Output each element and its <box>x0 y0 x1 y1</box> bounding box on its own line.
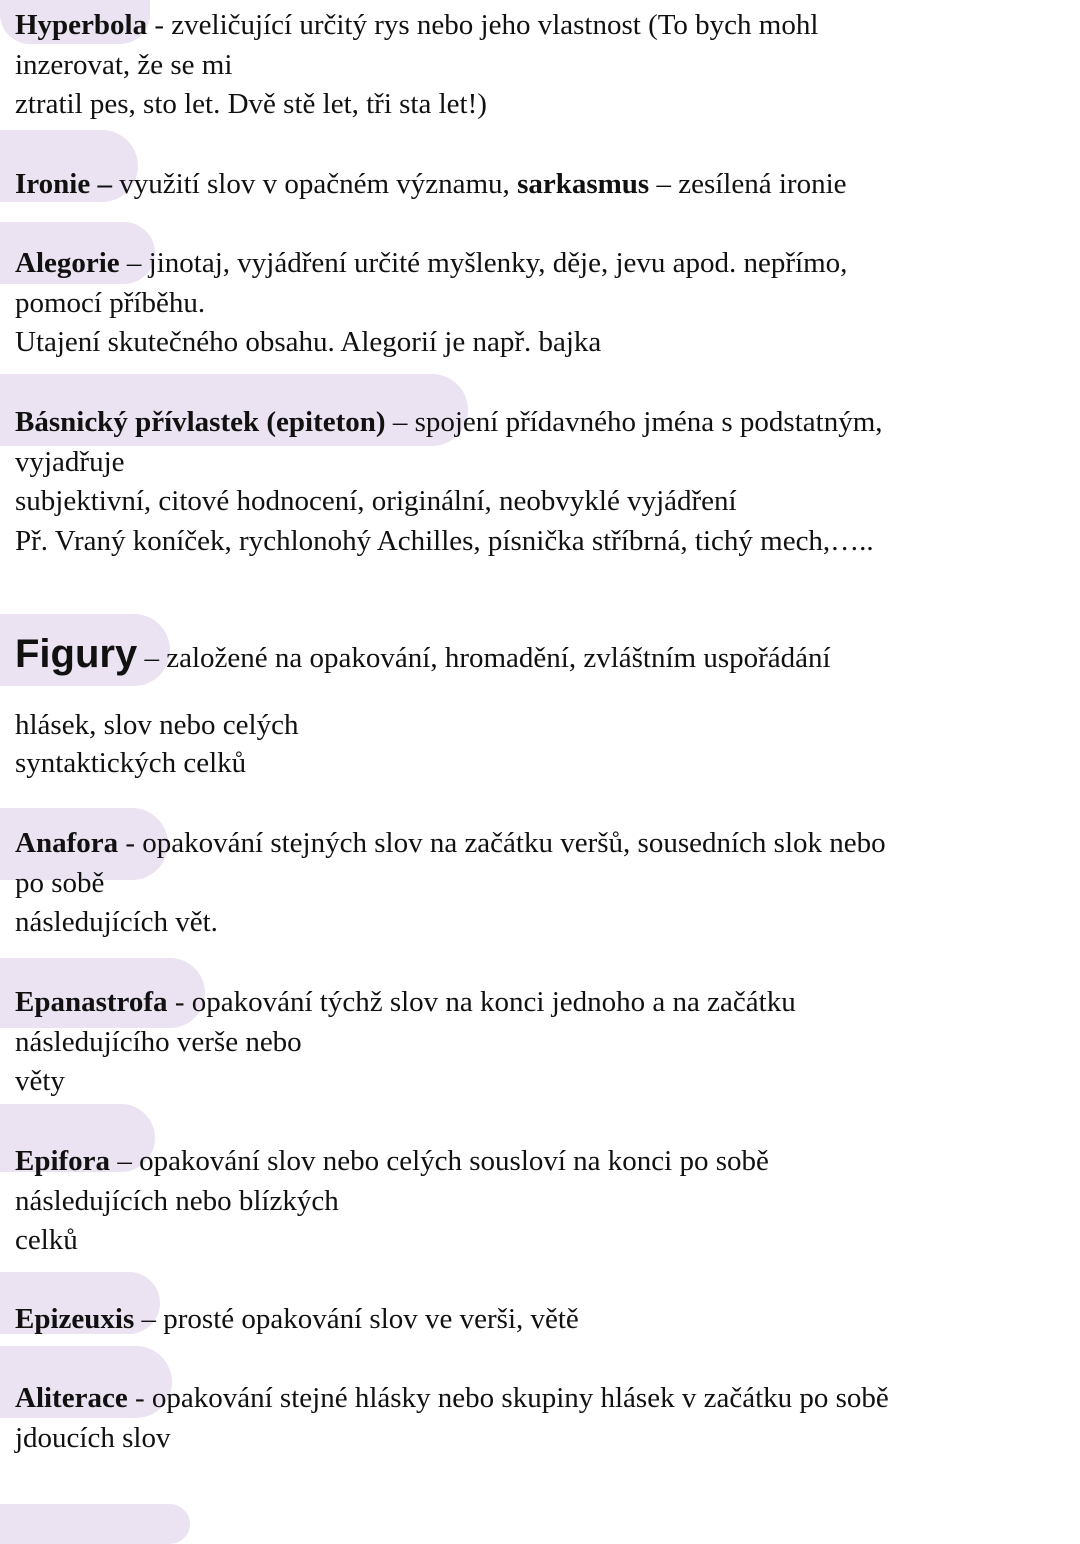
definition-line: Př. Vraný koníček, rychlonohý Achilles, písnička stříbrná, tichý mech,….. <box>15 524 874 557</box>
term: Epanastrofa <box>15 986 168 1018</box>
entry-anafora <box>15 824 1060 943</box>
section-intro: – založené na opakování, hromadění, zvláštním uspořádání <box>137 642 831 674</box>
definition-line: následujícího verše nebo <box>15 1025 302 1058</box>
definition-line: subjektivní, citové hodnocení, originální, neobvyklé vyjádření <box>15 485 737 518</box>
definition-line: celků <box>15 1224 78 1257</box>
entry-alegorie <box>15 244 1060 363</box>
definition-line: zveličující určitý rys nebo jeho vlastnost (To bych mohl <box>171 9 819 41</box>
definition-line: vyjadřuje <box>15 445 125 478</box>
term: Anafora <box>15 827 119 859</box>
term: sarkasmus <box>517 168 650 200</box>
separator: – <box>385 406 415 438</box>
definition-line: následujících vět. <box>15 906 218 939</box>
entry-hyperbola <box>15 6 1060 125</box>
separator: – <box>134 1303 164 1335</box>
entry-aliterace <box>15 1379 1060 1458</box>
section-heading-figury <box>15 632 831 677</box>
definition-line: Utajení skutečného obsahu. Alegorií je např. bajka <box>15 326 602 359</box>
separator: - <box>118 827 143 859</box>
separator: – <box>119 247 149 279</box>
separator: – <box>110 1145 140 1177</box>
definition-line: jinotaj, vyjádření určité myšlenky, děje, jevu apod. nepřímo, <box>148 247 848 279</box>
definition-line: opakování týchž slov na konci jednoho a na začátku <box>191 986 796 1018</box>
separator: - <box>127 1382 152 1414</box>
section-title: Figury <box>15 632 138 676</box>
definition-line: spojení přídavného jména s podstatným, <box>414 406 883 438</box>
definition-line: pomocí příběhu. <box>15 286 206 319</box>
term: Ironie – <box>15 168 112 200</box>
highlight-shape <box>0 1504 190 1544</box>
term: Básnický přívlastek (epiteton) <box>15 406 386 438</box>
definition-line: hlásek, slov nebo celých <box>15 709 299 741</box>
term: Alegorie <box>15 247 120 279</box>
definition-line: po sobě <box>15 866 105 899</box>
definition-line: syntaktických celků <box>15 747 247 779</box>
term: Epifora <box>15 1145 111 1177</box>
entry-epizeuxis <box>15 1300 1060 1340</box>
term: Hyperbola <box>15 9 148 41</box>
separator: - <box>167 986 192 1018</box>
definition-line: ztratil pes, sto let. Dvě stě let, tři sta let!) <box>15 88 487 121</box>
definition-line: opakování stejných slov na začátku veršů, sousedních slok nebo <box>142 827 886 859</box>
definition-line: následujících nebo blízkých <box>15 1184 339 1217</box>
term: Aliterace <box>15 1382 128 1414</box>
definition-line: opakování slov nebo celých sousloví na konci po sobě <box>139 1145 769 1177</box>
term: Epizeuxis <box>15 1303 135 1335</box>
entry-epanastrofa <box>15 983 1060 1102</box>
definition-line: inzerovat, že se mi <box>15 48 233 81</box>
separator: - <box>147 9 172 41</box>
section-intro-continued <box>15 706 1060 782</box>
definition-line: prosté opakování slov ve verši, větě <box>163 1303 579 1335</box>
definition-line: – zesílená ironie <box>649 168 847 200</box>
definition-line: jdoucích slov <box>15 1421 171 1454</box>
definition-line: využití slov v opačném významu, <box>119 168 518 200</box>
entry-epiteton <box>15 403 1060 561</box>
entry-epifora <box>15 1142 1060 1261</box>
entry-ironie <box>15 165 1060 205</box>
definition-line: opakování stejné hlásky nebo skupiny hlásek v začátku po sobě <box>151 1382 889 1414</box>
definition-line: věty <box>15 1065 65 1098</box>
